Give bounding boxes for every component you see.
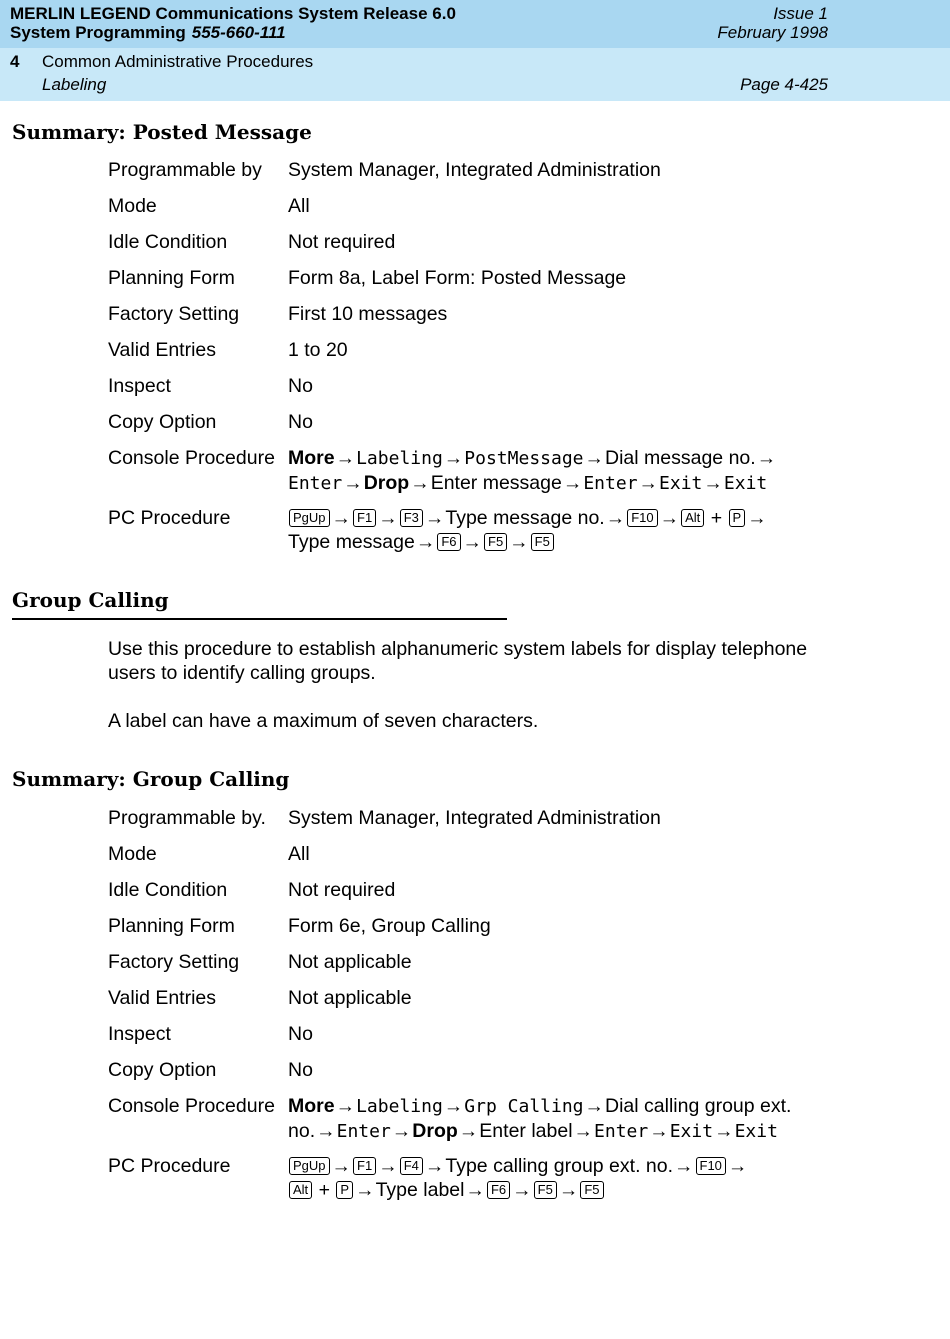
- row-label: Valid Entries: [108, 987, 217, 1009]
- row-value: All: [288, 843, 310, 865]
- f10-key: F10: [627, 509, 657, 527]
- doc-number: 555-660-111: [191, 23, 286, 42]
- row-value: System Manager, Integrated Administration: [288, 159, 661, 181]
- heading-rule: [12, 618, 507, 620]
- f5-key: F5: [534, 1181, 557, 1199]
- grp-calling-key: Grp Calling: [464, 1096, 584, 1117]
- type-message-step: Type message: [288, 531, 415, 553]
- plus-sign: +: [318, 1179, 330, 1201]
- group-intro-paragraph: Use this procedure to establish alphanumeric system labels for display telephone users to identify calling groups.: [108, 638, 808, 684]
- dial-step: Dial message no.: [605, 447, 756, 469]
- row-label: Programmable by: [108, 159, 262, 181]
- drop-key: Drop: [412, 1120, 458, 1142]
- row-label: Factory Setting: [108, 303, 240, 325]
- enter-key: Enter: [336, 1121, 391, 1142]
- type-no-step: Type calling group ext. no.: [445, 1155, 674, 1177]
- labeling-key: Labeling: [356, 448, 443, 469]
- page-number: Page 4-425: [740, 75, 828, 94]
- row-value: Form 6e, Group Calling: [288, 915, 491, 937]
- enter-key: Enter: [583, 473, 638, 494]
- more-key: More: [288, 447, 335, 469]
- p-key: P: [336, 1181, 353, 1199]
- p-key: P: [729, 509, 746, 527]
- row-value: No: [288, 411, 313, 433]
- row-label: Inspect: [108, 375, 171, 397]
- row-label: Valid Entries: [108, 339, 217, 361]
- row-value: No: [288, 375, 313, 397]
- row-label: Console Procedure: [108, 447, 275, 469]
- f3-key: F3: [400, 509, 423, 527]
- console-procedure: More→Labeling→PostMessage→Dial message no.→ Enter→Drop→Enter message→Enter→Exit→Exit: [288, 447, 777, 494]
- row-label: Programmable by.: [108, 807, 266, 829]
- group-calling-heading: Group Calling: [12, 588, 169, 612]
- row-label: PC Procedure: [108, 507, 231, 529]
- exit-key: Exit: [723, 473, 768, 494]
- row-value: Not applicable: [288, 987, 412, 1009]
- f1-key: F1: [353, 509, 376, 527]
- exit-key: Exit: [659, 473, 703, 494]
- f4-key: F4: [400, 1157, 423, 1175]
- more-key: More: [288, 1095, 335, 1117]
- exit-key: Exit: [669, 1121, 714, 1142]
- alt-key: Alt: [289, 1181, 312, 1199]
- console-procedure: More→Labeling→Grp Calling→Dial calling group ext. no.→Enter→Drop→Enter label→Enter→Exit→Exit: [288, 1095, 792, 1142]
- row-label: Factory Setting: [108, 951, 240, 973]
- page-header: [0, 0, 950, 48]
- row-label: Copy Option: [108, 1059, 217, 1081]
- pgup-key: PgUp: [289, 509, 330, 527]
- pc-procedure: PgUp → F1 → F3 →Type message no.→ F10 → Alt + P → Type message→ F6 → F5 → F5: [288, 507, 767, 553]
- chapter-title: Common Administrative Procedures: [42, 52, 314, 71]
- enter-message-step: Enter message: [430, 472, 562, 494]
- row-label: Planning Form: [108, 915, 235, 937]
- row-label: Mode: [108, 843, 157, 865]
- f5-key: F5: [531, 533, 554, 551]
- type-label-step: Type label: [375, 1179, 465, 1201]
- issue-label: Issue 1: [773, 4, 828, 23]
- plus-sign: +: [710, 507, 723, 529]
- enter-key: Enter: [288, 473, 343, 494]
- document-title: MERLIN LEGEND Communications System Release 6.0: [10, 4, 456, 23]
- pgup-key: PgUp: [289, 1157, 330, 1175]
- enter-label-step: Enter label: [479, 1120, 573, 1142]
- row-value: Not required: [288, 879, 396, 901]
- document-subtitle: [10, 23, 286, 42]
- posted-summary-heading: Summary: Posted Message: [12, 120, 312, 144]
- row-label: Inspect: [108, 1023, 171, 1045]
- f6-key: F6: [487, 1181, 510, 1199]
- drop-key: Drop: [363, 472, 410, 494]
- f10-key: F10: [696, 1157, 726, 1175]
- group-summary-heading: Summary: Group Calling: [12, 767, 290, 791]
- row-value: Form 8a, Label Form: Posted Message: [288, 267, 627, 289]
- f1-key: F1: [353, 1157, 376, 1175]
- postmessage-key: PostMessage: [464, 448, 584, 469]
- row-label: Copy Option: [108, 411, 217, 433]
- row-label: Mode: [108, 195, 157, 217]
- row-value: 1 to 20: [288, 339, 348, 361]
- dial-step: Dial calling group ext. no.: [288, 1095, 792, 1142]
- row-value: System Manager, Integrated Administration: [288, 807, 661, 829]
- type-no-step: Type message no.: [445, 507, 605, 529]
- row-value: No: [288, 1059, 313, 1081]
- issue-date: February 1998: [717, 23, 828, 42]
- row-label: PC Procedure: [108, 1155, 231, 1177]
- enter-key: Enter: [594, 1121, 649, 1142]
- row-label: Idle Condition: [108, 231, 228, 253]
- row-label: Console Procedure: [108, 1095, 275, 1117]
- labeling-key: Labeling: [356, 1096, 443, 1117]
- f6-key: F6: [437, 533, 460, 551]
- exit-key: Exit: [734, 1121, 778, 1142]
- row-value: No: [288, 1023, 313, 1045]
- alt-key: Alt: [681, 509, 704, 527]
- pc-procedure: PgUp → F1 → F4 →Type calling group ext. no.→ F10 → Alt + P →Type label→ F6 → F5 → F5: [288, 1154, 848, 1202]
- group-max-paragraph: A label can have a maximum of seven characters.: [108, 710, 539, 732]
- row-value: Not required: [288, 231, 396, 253]
- section-title: Labeling: [42, 75, 107, 94]
- chapter-number: 4: [10, 52, 20, 71]
- row-value: Not applicable: [288, 951, 412, 973]
- row-label: Planning Form: [108, 267, 235, 289]
- f5-key: F5: [484, 533, 507, 551]
- f5-key: F5: [580, 1181, 603, 1199]
- row-value: First 10 messages: [288, 303, 448, 325]
- row-label: Idle Condition: [108, 879, 228, 901]
- row-value: All: [288, 195, 310, 217]
- subtitle-text: System Programming: [10, 23, 186, 42]
- chapter-header: [0, 48, 950, 101]
